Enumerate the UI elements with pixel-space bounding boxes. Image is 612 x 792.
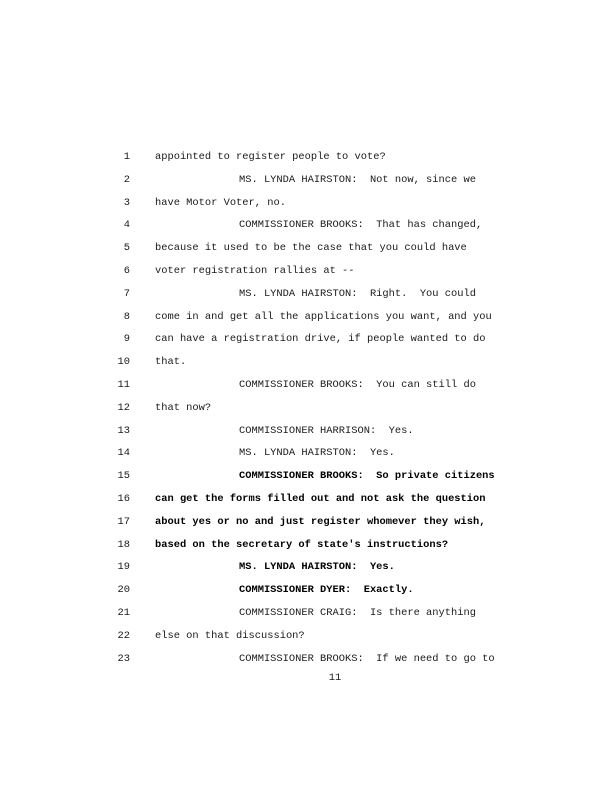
transcript-line	[0, 261, 612, 281]
line-text: that now?	[155, 401, 212, 414]
line-text: MS. LYNDA HAIRSTON: Not now, since we	[239, 173, 476, 186]
line-number: 8	[123, 310, 130, 323]
line-number: 18	[117, 538, 130, 551]
transcript-line	[0, 512, 612, 532]
line-text: appointed to register people to vote?	[155, 151, 386, 163]
line-number: 5	[123, 242, 130, 255]
transcript-line	[0, 443, 612, 463]
line-text: COMMISSIONER BROOKS: That has changed,	[239, 219, 483, 232]
transcript-line	[0, 603, 612, 623]
line-text: based on the secretary of state's instructions?	[155, 538, 449, 551]
transcript-line	[0, 238, 612, 258]
transcript-line	[0, 375, 612, 395]
line-text: COMMISSIONER BROOKS: You can still do	[239, 379, 476, 391]
line-text: COMMISSIONER DYER: Exactly.	[239, 584, 414, 597]
line-number: 6	[123, 265, 130, 277]
transcript-line	[0, 284, 612, 304]
line-text: that.	[155, 356, 187, 369]
transcript-line	[0, 215, 612, 235]
line-text: can have a registration drive, if people wanted to do	[155, 333, 486, 346]
line-text: else on that discussion?	[155, 629, 305, 642]
line-text: have Motor Voter, no.	[155, 196, 286, 209]
transcript-line	[0, 329, 612, 349]
transcript-line	[0, 557, 612, 577]
transcript-line	[0, 352, 612, 372]
line-number: 4	[123, 219, 130, 232]
line-number: 10	[117, 356, 130, 369]
line-number: 1	[123, 151, 130, 163]
line-number: 17	[117, 515, 130, 528]
line-number: 11	[117, 379, 130, 391]
line-number: 7	[123, 287, 130, 300]
line-number: 15	[117, 470, 130, 483]
page-number: 11	[328, 672, 342, 684]
transcript-line	[0, 649, 612, 669]
line-text: come in and get all the applications you want, and you	[155, 310, 492, 323]
line-number: 13	[117, 424, 130, 437]
transcript-line	[0, 535, 612, 555]
transcript-line	[0, 170, 612, 190]
line-text: COMMISSIONER BROOKS: If we need to go to	[239, 652, 495, 665]
line-text: COMMISSIONER CRAIG: Is there anything	[239, 607, 476, 619]
transcript-line	[0, 421, 612, 441]
line-text: can get the forms filled out and not ask the question	[155, 493, 486, 505]
transcript-line	[0, 193, 612, 213]
line-text: MS. LYNDA HAIRSTON: Right. You could	[239, 287, 476, 300]
line-text: MS. LYNDA HAIRSTON: Yes.	[239, 561, 395, 574]
line-number: 9	[123, 333, 130, 346]
line-text: COMMISSIONER HARRISON: Yes.	[239, 424, 414, 437]
transcript-line	[0, 466, 612, 486]
line-number: 3	[123, 196, 130, 209]
transcript-line	[0, 398, 612, 418]
line-number: 14	[117, 447, 130, 460]
transcript-line	[0, 147, 612, 167]
line-text: about yes or no and just register whomever they wish,	[155, 515, 486, 528]
line-number: 20	[117, 584, 130, 597]
transcript-line	[0, 489, 612, 509]
line-number: 21	[117, 607, 130, 619]
transcript-line	[0, 307, 612, 327]
line-number: 22	[117, 629, 130, 642]
line-text: COMMISSIONER BROOKS: So private citizens	[239, 470, 495, 483]
transcript-line	[0, 626, 612, 646]
line-number: 23	[117, 652, 130, 665]
line-number: 2	[123, 173, 130, 186]
line-number: 19	[117, 561, 130, 574]
line-number: 16	[117, 493, 130, 505]
line-number: 12	[117, 401, 130, 414]
line-text: because it used to be the case that you could have	[155, 242, 467, 255]
line-text: MS. LYNDA HAIRSTON: Yes.	[239, 447, 395, 460]
transcript-line	[0, 580, 612, 600]
line-text: voter registration rallies at --	[155, 265, 355, 277]
